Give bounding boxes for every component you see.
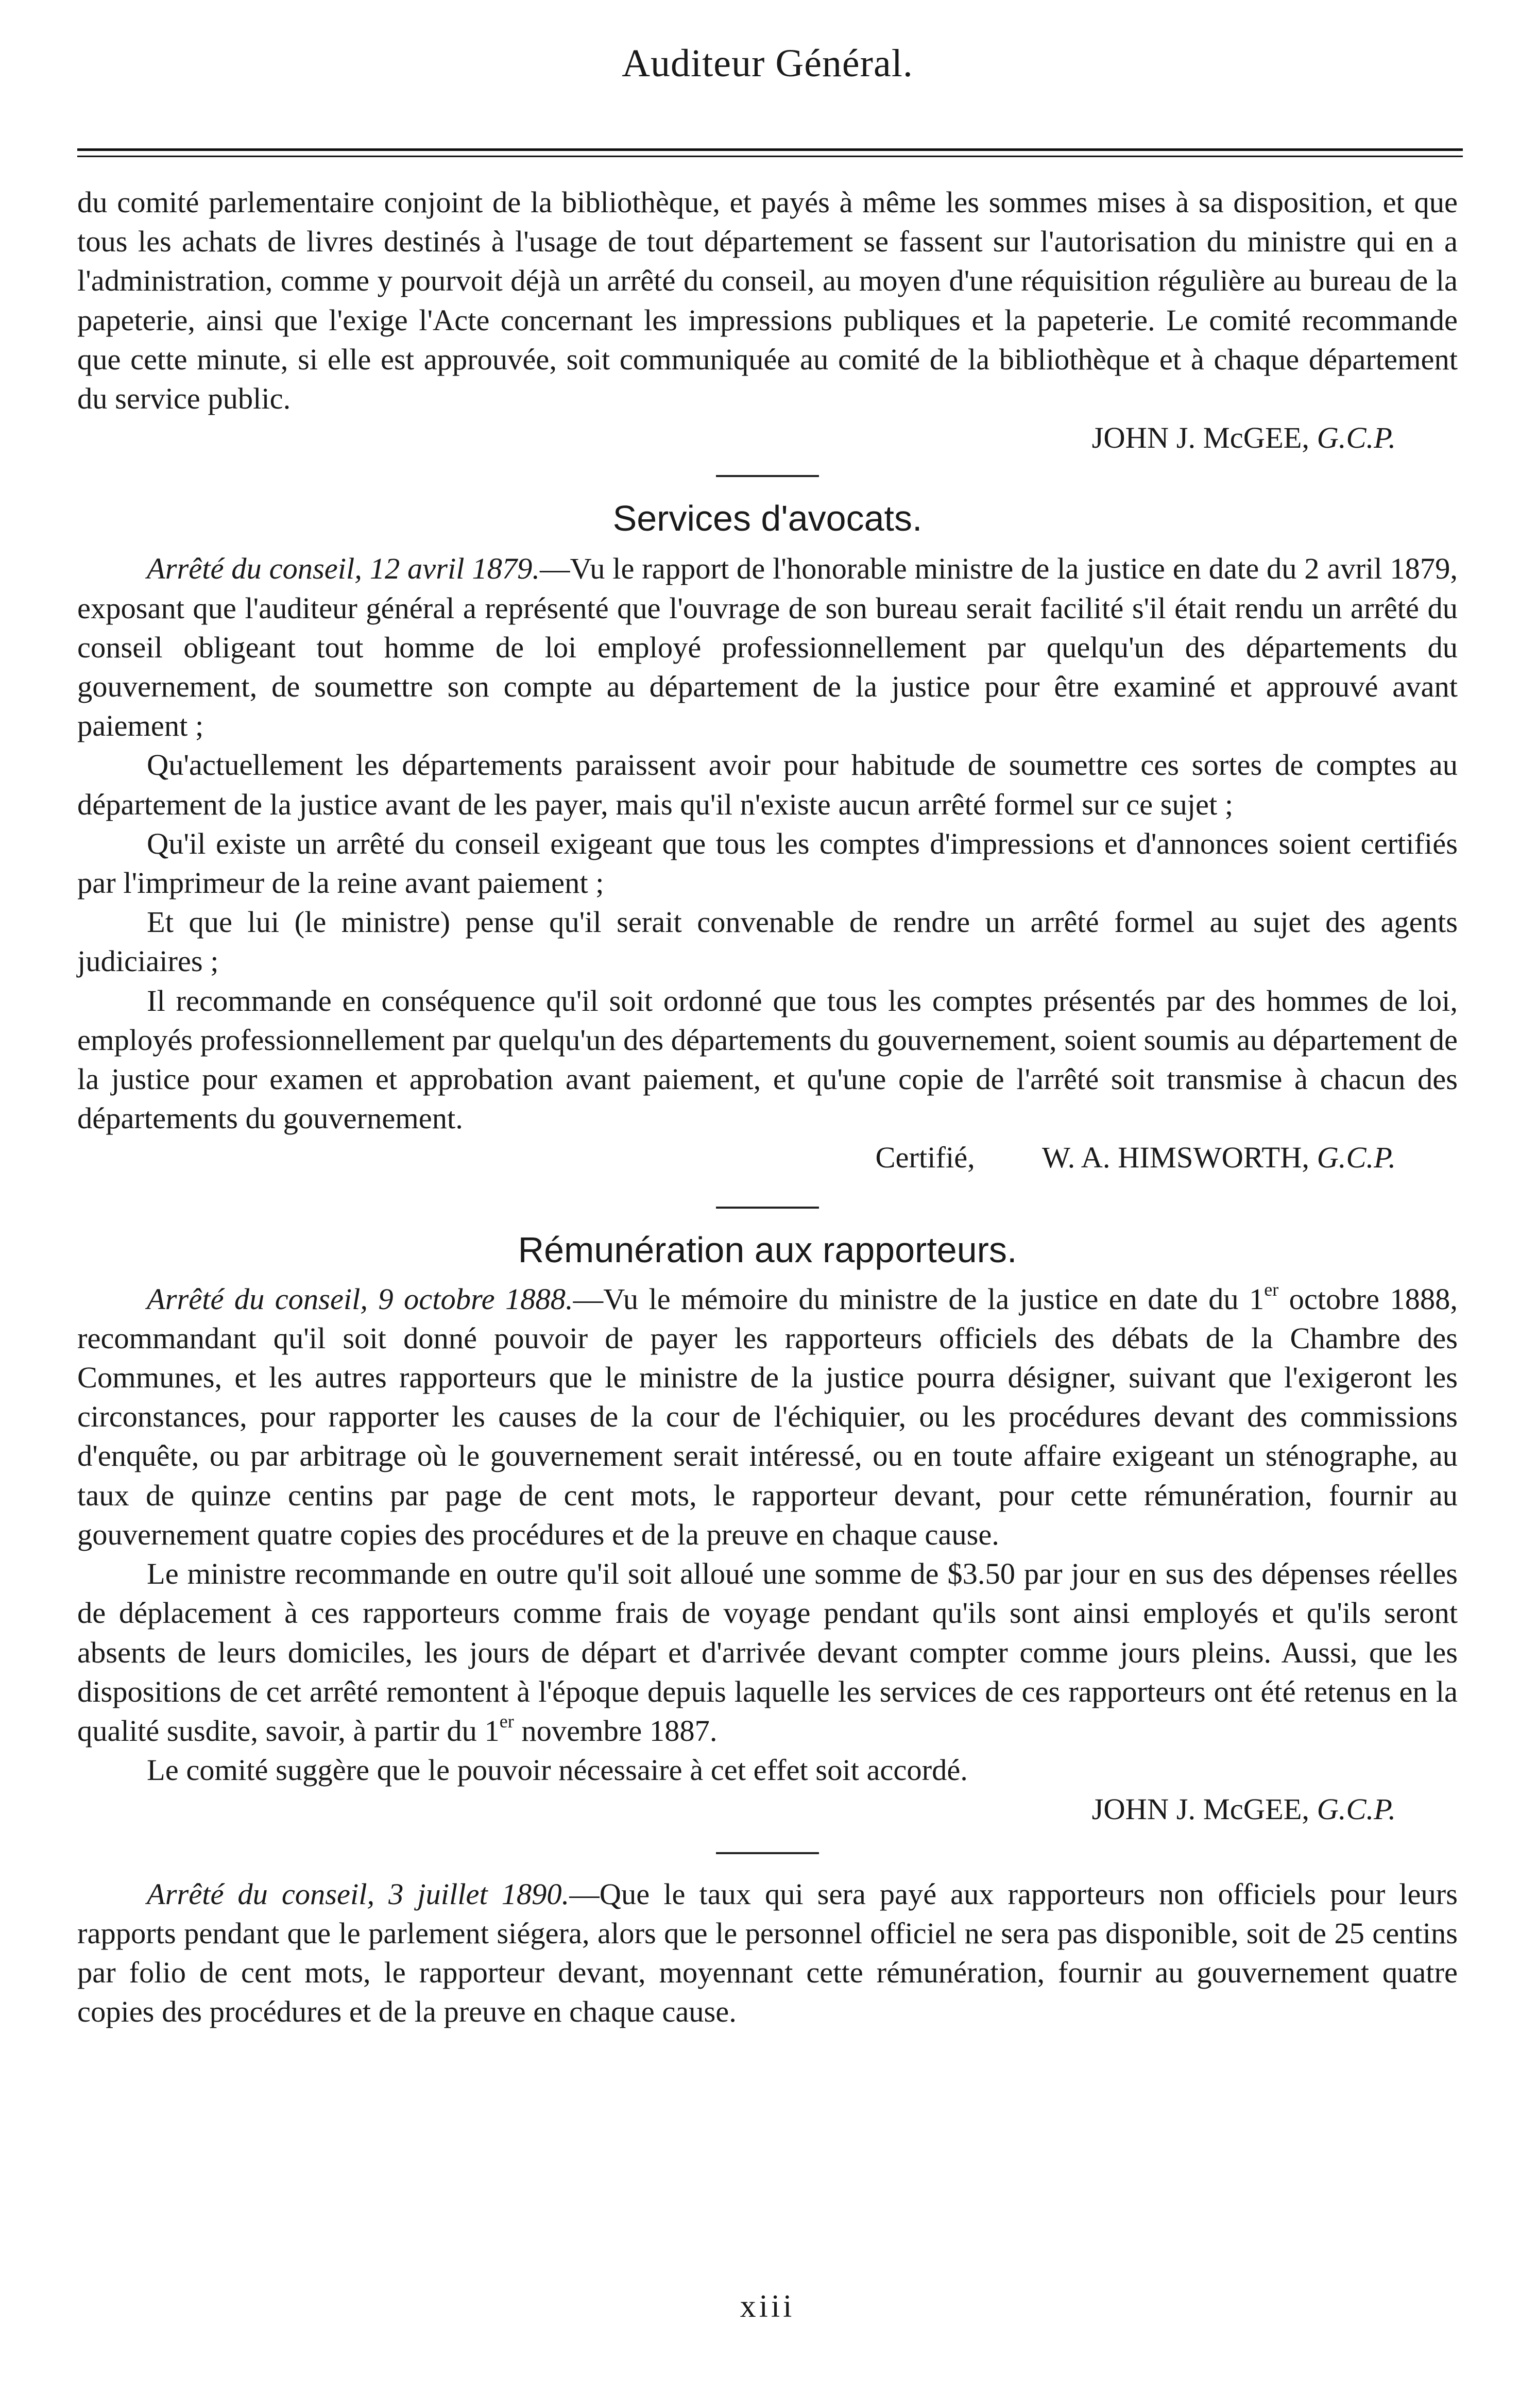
running-head: Auditeur Général.	[622, 42, 913, 85]
section1-dateline: Arrêté du conseil, 12 avril 1879.	[147, 552, 540, 586]
section-separator	[716, 1207, 819, 1209]
header-double-rule	[77, 148, 1463, 157]
section1-signature	[77, 1138, 1458, 1177]
section1-text-1: —Vu le rapport de l'honorable ministre de la justice en date du 2 avril 1879, exposant que l'auditeur général a représenté que l'ouvrage de son bureau serait facilité s'il était rendu un arrêté du conseil obligeant tout homme de loi employé professionnellement par quelqu'un des départements du gouvernement, de soumettre son compte au département de la justice pour être examiné et approuvé avant paiement ;	[77, 552, 1458, 743]
section2-paragraph-2	[77, 1554, 1458, 1751]
section3-paragraph-1	[77, 1875, 1458, 2032]
section2-dateline: Arrêté du conseil, 9 octobre 1888.	[147, 1282, 573, 1316]
intro-paragraph: du comité parlementaire conjoint de la bibliothèque, et payés à même les sommes mises à sa disposition, et que tous les achats de livres destinés à l'usage de tout département se fassent sur l'autorisation du ministre qui en a l'administration, comme y pourvoit déjà un arrêté du conseil, au moyen d'une réquisition régulière au bureau de la papeterie, ainsi que l'exige l'Acte concernant les impressions publiques et la papeterie. Le comité recommande que cette minute, si elle est approuvée, soit communiquée au comité de la bibliothèque et à chaque département du service public.	[77, 185, 1458, 416]
section1-paragraph-4: Et que lui (le ministre) pense qu'il serait convenable de rendre un arrêté formel au sujet des agents judiciaires ;	[77, 905, 1458, 978]
section2-paragraph-1	[77, 1280, 1458, 1554]
section1-paragraph-1	[77, 549, 1458, 745]
header-rule-bottom	[77, 156, 1463, 157]
section2-paragraph-3: Le comité suggère que le pouvoir nécessaire à cet effet soit accordé.	[147, 1753, 968, 1787]
signature-name: W. A. HIMSWORTH,	[1041, 1141, 1310, 1175]
section2-text-1a: —Vu le mémoire du ministre de la justice en date du 1	[573, 1282, 1265, 1316]
section2-text-2a: Le ministre recommande en outre qu'il soit alloué une somme de $3.50 par jour en sus des dépenses réelles de déplacement à ces rapporteurs comme frais de voyage pendant qu'ils sont ainsi employés et qu'ils seront absents de leurs domiciles, les jours de départ et d'arrivée devant compter comme jours pleins. Aussi, que les dispositions de cet arrêté remontent à l'époque depuis laquelle les services de ces rapporteurs ont été retenus en la qualité susdite, savoir, à partir du 1	[77, 1557, 1458, 1748]
section1-paragraph-3: Qu'il existe un arrêté du conseil exigeant que tous les comptes d'impressions et d'annonces soient certifiés par l'imprimeur de la reine avant paiement ;	[77, 826, 1458, 900]
section2-signature	[77, 1790, 1458, 1829]
section1-paragraph-2: Qu'actuellement les départements paraissent avoir pour habitude de soumettre ces sortes de comptes au département de la justice avant de les payer, mais qu'il n'existe aucun arrêté formel sur ce sujet ;	[77, 748, 1458, 821]
section3-dateline: Arrêté du conseil, 3 juillet 1890.	[147, 1877, 570, 1911]
superscript: er	[1264, 1279, 1279, 1300]
section2-text-1b: octobre 1888, recommandant qu'il soit donné pouvoir de payer les rapporteurs officiels des débats de la Chambre des Communes, et les autres rapporteurs que le ministre de la justice pourra désigner, suivant que l'exigeront les circonstances, pour rapporter les causes de la cour de l'échiquier, ou les procédures devant des commissions d'enquête, ou par arbitrage où le gouvernement serait intéressé, ou en toute affaire exigeant un sténographe, au taux de quinze centins par page de cent mots, le rapporteur devant, pour cette rémunération, fournir au gouvernement quatre copies des procédures et de la preuve en chaque cause.	[77, 1282, 1458, 1551]
signature-name: JOHN J. McGEE,	[1091, 421, 1310, 455]
page	[77, 0, 1458, 2408]
section-separator	[716, 1852, 819, 1854]
signature-name: JOHN J. McGEE,	[1091, 1792, 1310, 1826]
page-number: xiii	[740, 2289, 795, 2324]
section-heading-remuneration: Rémunération aux rapporteurs.	[518, 1229, 1017, 1270]
signature-title: G.C.P.	[1317, 1141, 1396, 1175]
intro-signature	[77, 418, 1458, 457]
section-separator	[716, 475, 819, 477]
section-heading-services-avocats: Services d'avocats.	[612, 498, 923, 539]
page-body	[77, 183, 1458, 2031]
section2-text-2b: novembre 1887.	[514, 1714, 718, 1748]
header-rule-top	[77, 148, 1463, 151]
section1-paragraph-5: Il recommande en conséquence qu'il soit ordonné que tous les comptes présentés par des hommes de loi, employés professionnellement par quelqu'un des départements du gouvernement, soient soumis au département de la justice pour examen et approbation avant paiement, et qu'une copie de l'arrêté soit transmise à chacun des départements du gouvernement.	[77, 983, 1458, 1135]
superscript: er	[499, 1710, 514, 1732]
signature-title: G.C.P.	[1317, 421, 1396, 455]
section3-text-1: —Que le taux qui sera payé aux rapporteurs non officiels pour leurs rapports pendant que le parlement siégera, alors que le personnel officiel ne sera pas disponible, soit de 25 centins par folio de cent mots, le rapporteur devant, moyennant cette rémunération, fournir au gouvernement quatre copies des procédures et de la preuve en chaque cause.	[77, 1877, 1458, 2029]
certified-label: Certifié,	[875, 1141, 975, 1175]
signature-title: G.C.P.	[1317, 1792, 1396, 1826]
